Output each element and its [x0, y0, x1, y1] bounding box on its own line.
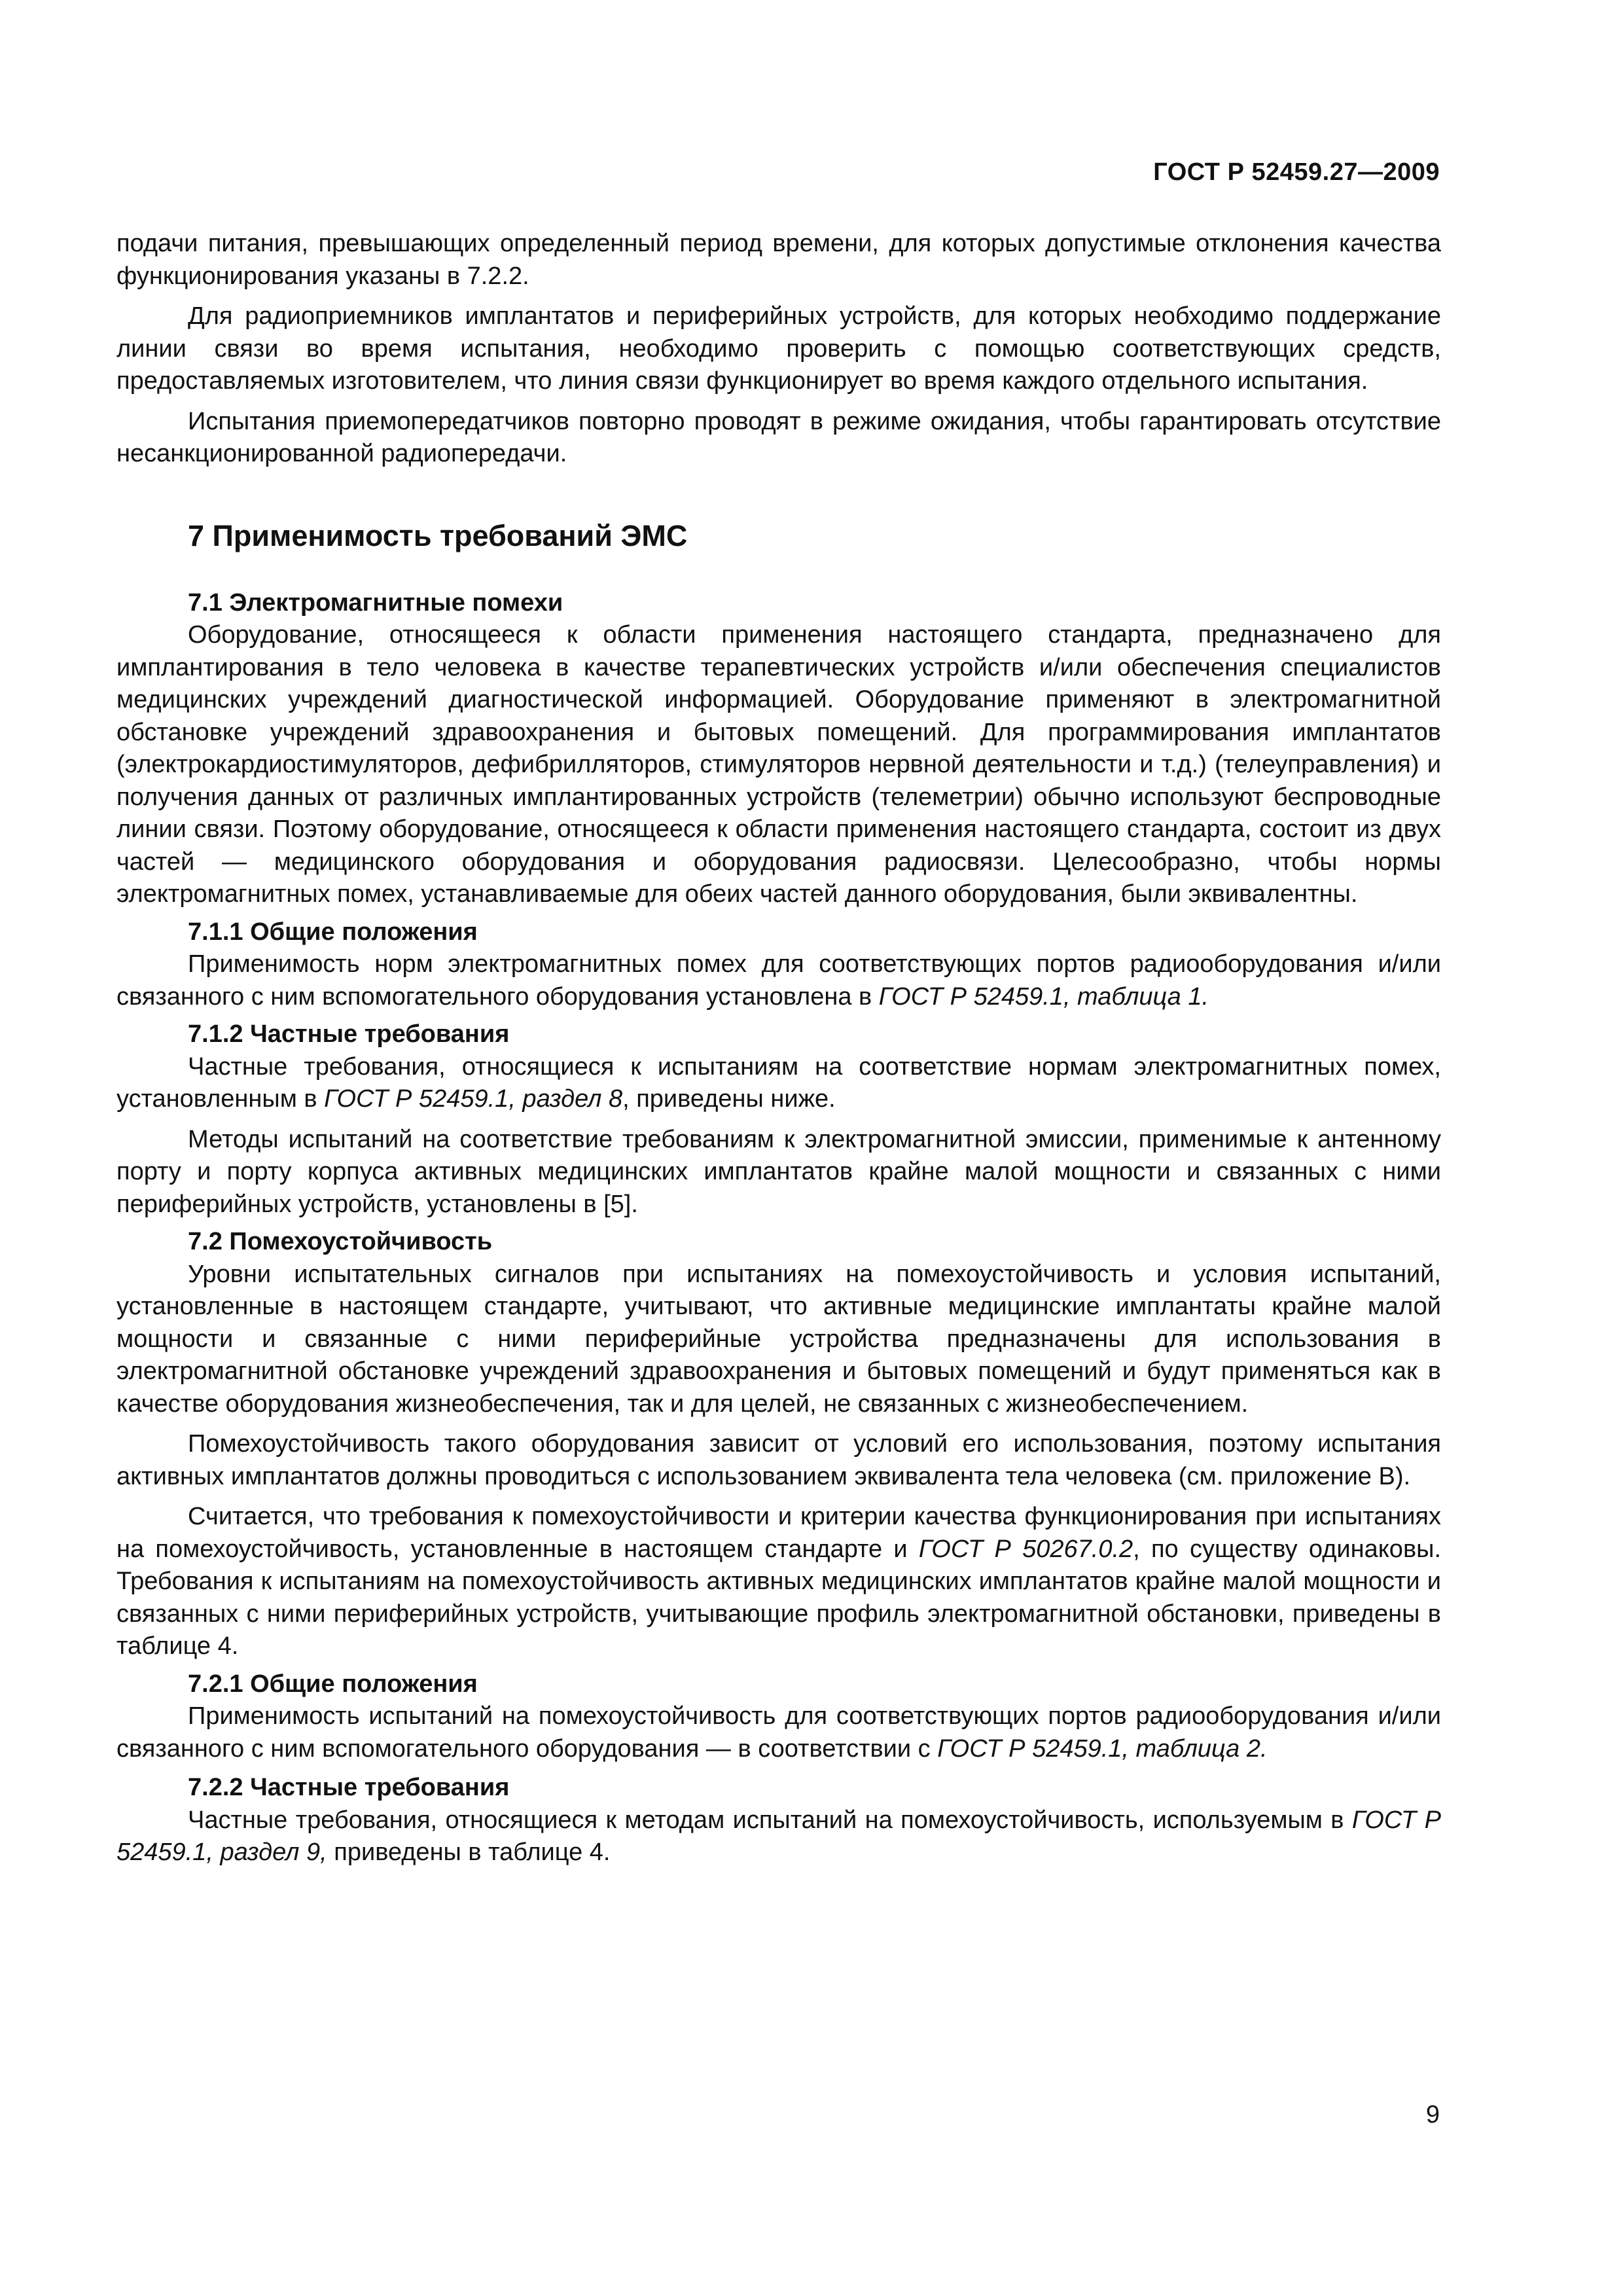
paragraph-text: Считается, что требования к помехоустойчивости и критерии качества функционирования при испытаниях на помехоустойчивость, установленные в настоящем стандарте и: [116, 1503, 1441, 1563]
document-body: [116, 228, 1441, 1869]
paragraph: [116, 948, 1441, 1013]
paragraph: Помехоустойчивость такого оборудования зависит от условий его использования, поэтому испытания активных имплантатов должны проводиться с использованием эквивалента тела человека (см. приложение В).: [116, 1430, 1441, 1490]
paragraph: [116, 1804, 1441, 1869]
section-7-2-2-heading: 7.2.2 Частные требования: [188, 1774, 510, 1801]
paragraph-text: приведены в таблице 4.: [327, 1839, 611, 1866]
paragraph-text: Применимость норм электромагнитных помех для соответствующих портов радиооборудования и/или связанного с ним вспомогательного оборудования установлена в: [116, 950, 1441, 1011]
paragraph: [116, 1700, 1441, 1765]
paragraph: Методы испытаний на соответствие требованиям к электромагнитной эмиссии, применимые к антенному порту и порту корпуса активных медицинских имплантатов крайне малой мощности и связанных с ними периферийных устройств, установлены в [5].: [116, 1125, 1441, 1218]
section-7-heading: 7 Применимость требований ЭМС: [188, 518, 688, 552]
paragraph: [116, 1051, 1441, 1116]
section-7-1-heading: 7.1 Электромагнитные помехи: [188, 588, 563, 617]
paragraph-text: , по существу одинаковы. Требования к испытаниям на помехоустойчивость активных медицинских имплантатов крайне малой мощности и связанных с ними периферийных устройств, учитывающие профиль электромагнитной обстановки, приведены в таблице 4.: [116, 1535, 1441, 1660]
paragraph: Оборудование, относящееся к области применения настоящего стандарта, предназначено для имплантирования в тело человека в качестве терапевтических устройств и/или обеспечения специалистов медицинских учреждений диагностической информацией. Оборудование применяют в электромагнитной обстановке учреждений здравоохранения и бытовых помещений. Для программирования имплантатов (электрокардиостимуляторов, дефибрилляторов, стимуляторов нервной деятельности и т.д.) (телеуправления) и получения данных от различных имплантированных устройств (телеметрии) обычно используют беспроводные линии связи. Поэтому оборудование, относящееся к области применения настоящего стандарта, состоит из двух частей — медицинского оборудования и оборудования радиосвязи. Целесообразно, чтобы нормы электромагнитных помех, устанавливаемые для обеих частей данного оборудования, были эквивалентны.: [116, 621, 1441, 908]
page-number: 9: [1425, 2101, 1440, 2128]
standard-reference: ГОСТ Р 52459.1, раздел 8: [324, 1085, 623, 1113]
section-7-1-2-heading: 7.1.2 Частные требования: [188, 1020, 510, 1048]
paragraph-text: , приведены ниже.: [622, 1085, 836, 1113]
standard-designation: ГОСТ Р 52459.27—2009: [1153, 158, 1440, 186]
paragraph-text: Частные требования, относящиеся к методам испытаний на помехоустойчивость, используемым в: [188, 1806, 1352, 1834]
section-7-1-1-heading: 7.1.1 Общие положения: [188, 918, 478, 946]
paragraph: Уровни испытательных сигналов при испытаниях на помехоустойчивость и условия испытаний, установленные в настоящем стандарте, учитывают, что активные медицинские имплантаты крайне малой мощности и связанные с ними периферийные устройства предназначены для использования в электромагнитной обстановке учреждений здравоохранения и бытовых помещений и будут применяться как в качестве оборудования жизнеобеспечения, так и для целей, не связанных с жизнеобеспечением.: [116, 1260, 1441, 1418]
standard-reference: ГОСТ Р 50267.0.2: [918, 1535, 1133, 1563]
paragraph: Испытания приемопередатчиков повторно проводят в режиме ожидания, чтобы гарантировать отсутствие несанкционированной радиопередачи.: [116, 407, 1441, 467]
paragraph-text: Применимость испытаний на помехоустойчивость для соответствующих портов радиооборудования и/или связанного с ним вспомогательного оборудования — в соответствии с: [116, 1702, 1441, 1763]
paragraph: [116, 1501, 1441, 1663]
standard-reference: ГОСТ Р 52459.1, таблица 2.: [937, 1734, 1268, 1763]
section-7-2-1-heading: 7.2.1 Общие положения: [188, 1670, 478, 1698]
paragraph: подачи питания, превышающих определенный период времени, для которых допустимые отклонения качества функционирования указаны в 7.2.2.: [116, 230, 1441, 290]
section-7-2-heading: 7.2 Помехоустойчивость: [188, 1228, 493, 1255]
standard-reference: ГОСТ Р 52459.1, раздел 9,: [116, 1806, 1441, 1866]
paragraph-text: Частные требования, относящиеся к испытаниям на соответствие нормам электромагнитных помех, установленным в: [116, 1052, 1441, 1113]
paragraph: Для радиоприемников имплантатов и периферийных устройств, для которых необходимо поддержание линии связи во время испытания, необходимо проверить с помощью соответствующих средств, предоставляемых изготовителем, что линия связи функционирует во время каждого отдельного испытания.: [116, 302, 1441, 395]
standard-reference: ГОСТ Р 52459.1, таблица 1.: [878, 982, 1209, 1011]
